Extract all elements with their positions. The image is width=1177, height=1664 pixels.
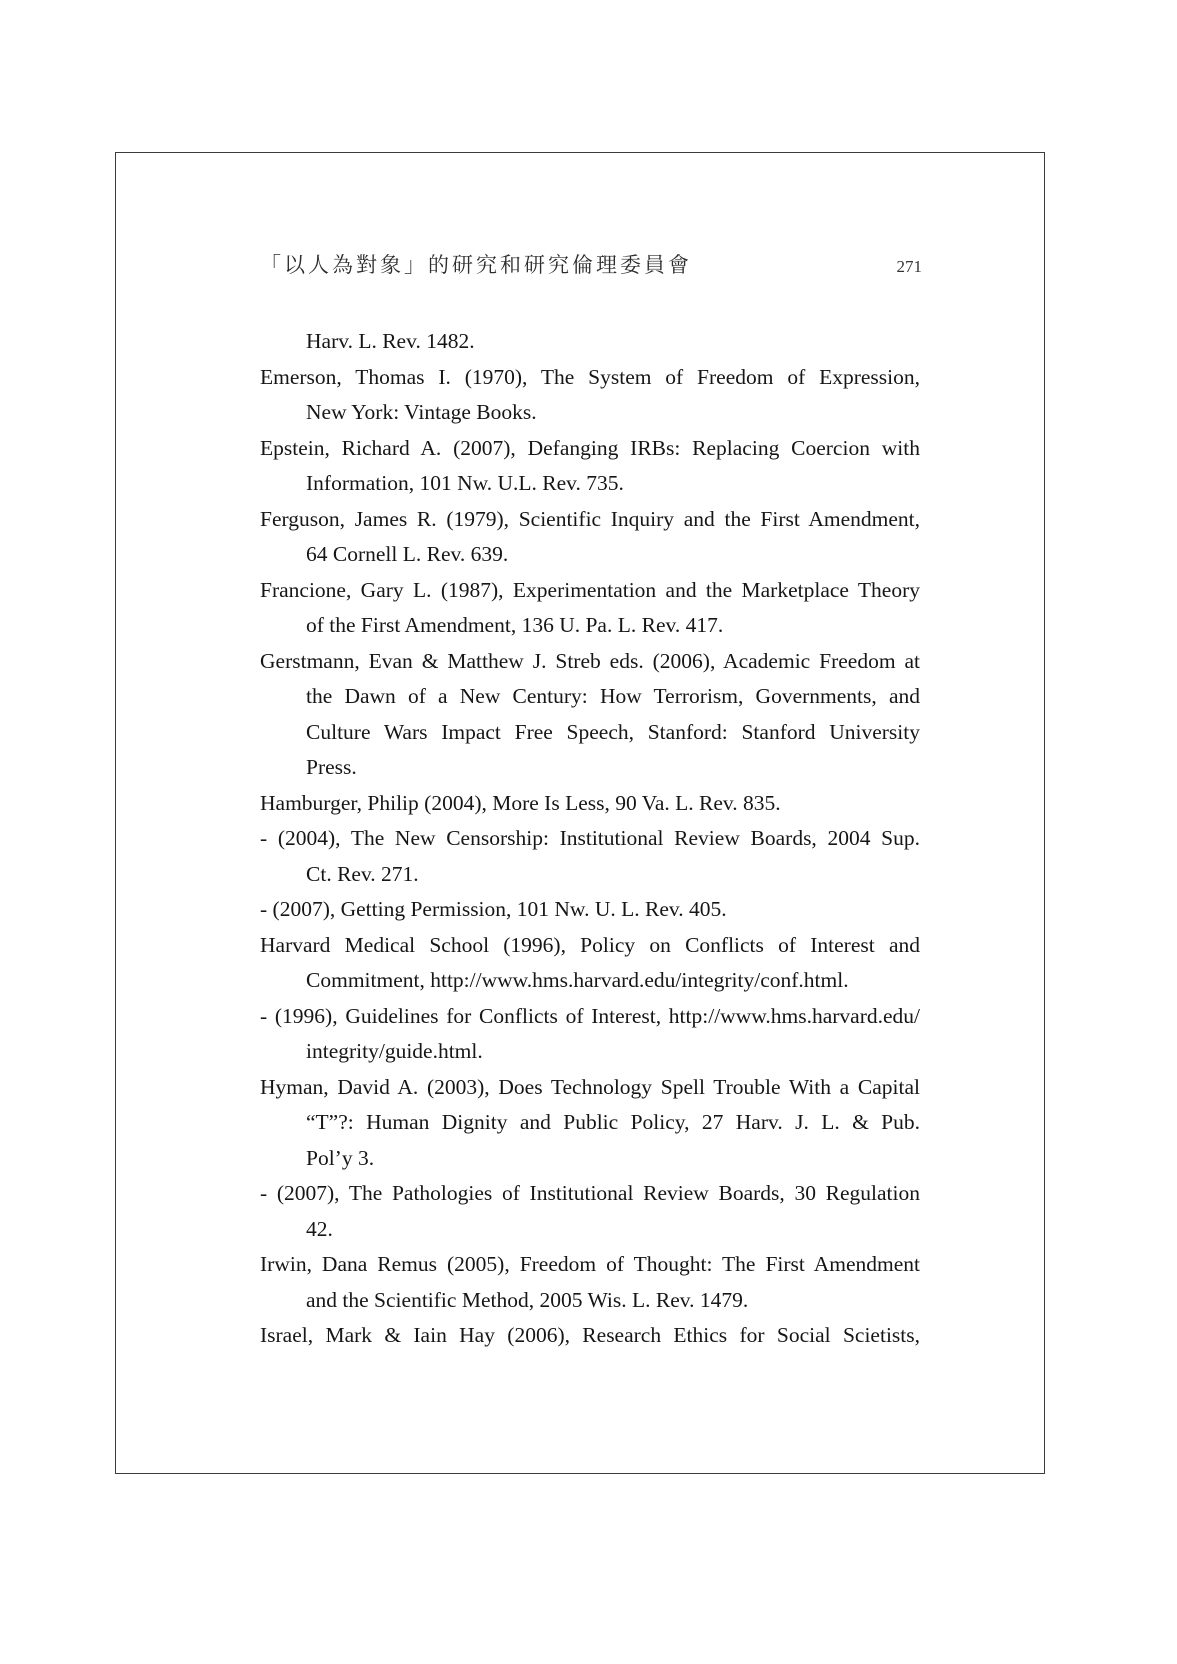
reference-entry (260, 573, 920, 644)
reference-line: Pol’y 3. (306, 1145, 375, 1170)
reference-line: - (1996), Guidelines for Conflicts of Interest, http://www.hms.harvard.edu/ (260, 1003, 920, 1028)
reference-entry (260, 1318, 920, 1354)
reference-entry (260, 431, 920, 502)
reference-line: 42. (306, 1216, 333, 1241)
reference-line: Israel, Mark & Iain Hay (2006), Research Ethics for Social Scietists, (260, 1323, 920, 1347)
reference-line: Harv. L. Rev. 1482. (306, 329, 475, 353)
reference-entry (260, 324, 920, 360)
running-header (260, 249, 922, 279)
reference-line: Epstein, Richard A. (2007), Defanging IRBs: Replacing Coercion with (260, 435, 920, 460)
reference-line: Culture Wars Impact Free Speech, Stanford: Stanford University (306, 719, 920, 744)
reference-line: Irwin, Dana Remus (2005), Freedom of Thought: The First Amendment (260, 1252, 920, 1276)
reference-line: New York: Vintage Books. (306, 400, 537, 424)
reference-entry (260, 1247, 920, 1318)
chapter-title: 「以人為對象」的研究和研究倫理委員會 (260, 253, 692, 277)
reference-line: - (2007), Getting Permission, 101 Nw. U. L. Rev. 405. (260, 897, 727, 921)
page-number: 271 (896, 257, 922, 276)
reference-entry (260, 502, 920, 573)
reference-line: - (2007), The Pathologies of Institutional Review Boards, 30 Regulation (260, 1181, 920, 1205)
reference-line: - (2004), The New Censorship: Institutional Review Boards, 2004 Sup. (260, 826, 920, 850)
reference-entry (260, 1070, 920, 1177)
reference-entry (260, 644, 920, 786)
reference-line: integrity/guide.html. (306, 1039, 483, 1063)
reference-line: Harvard Medical School (1996), Policy on Conflicts of Interest and (260, 932, 920, 957)
reference-entry (260, 892, 920, 928)
reference-line: Ferguson, James R. (1979), Scientific Inquiry and the First Amendment, (260, 506, 920, 531)
reference-line: Press. (306, 755, 357, 779)
page-border-frame (115, 152, 1045, 1474)
reference-line: “T”?: Human Dignity and Public Policy, 27 Harv. J. L. & Pub. (306, 1110, 920, 1134)
reference-line: Information, 101 Nw. U.L. Rev. 735. (306, 471, 624, 495)
reference-line: of the First Amendment, 136 U. Pa. L. Rev. 417. (306, 613, 724, 637)
reference-entry (260, 360, 920, 431)
reference-line: Hamburger, Philip (2004), More Is Less, 90 Va. L. Rev. 835. (260, 790, 781, 815)
reference-entry (260, 928, 920, 999)
reference-line: Francione, Gary L. (1987), Experimentation and the Marketplace Theory (260, 577, 920, 602)
reference-entry (260, 1176, 920, 1247)
references-list (260, 324, 920, 1354)
reference-line: Gerstmann, Evan & Matthew J. Streb eds. (2006), Academic Freedom at (260, 648, 920, 673)
reference-line: the Dawn of a New Century: How Terrorism, Governments, and (306, 684, 920, 708)
reference-line: Commitment, http://www.hms.harvard.edu/integrity/conf.html. (306, 968, 849, 992)
reference-line: Emerson, Thomas I. (1970), The System of Freedom of Expression, (260, 364, 920, 389)
reference-entry (260, 786, 920, 822)
reference-entry (260, 821, 920, 892)
reference-line: Hyman, David A. (2003), Does Technology Spell Trouble With a Capital (260, 1074, 920, 1099)
reference-line: 64 Cornell L. Rev. 639. (306, 542, 509, 566)
reference-line: and the Scientific Method, 2005 Wis. L. Rev. 1479. (306, 1287, 749, 1312)
reference-entry (260, 999, 920, 1070)
reference-line: Ct. Rev. 271. (306, 861, 419, 886)
